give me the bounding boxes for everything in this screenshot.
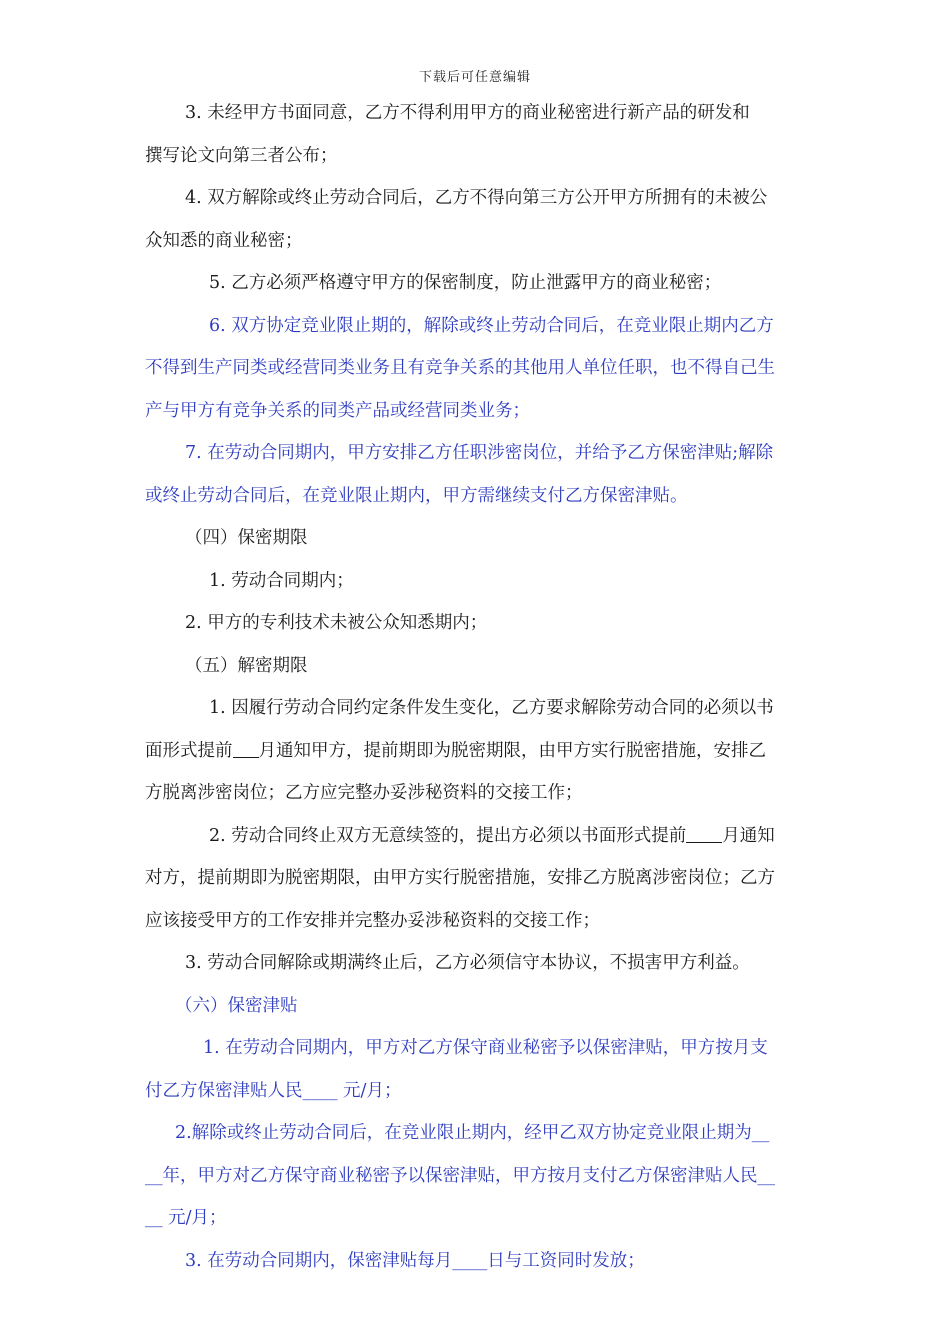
clause-4-cont: 众知悉的商业秘密； <box>145 230 303 251</box>
term-2: 2. 甲方的专利技术未被公众知悉期内； <box>185 613 488 633</box>
page-header: 下载后可任意编辑 <box>418 70 531 85</box>
blank-months-2 <box>686 825 722 843</box>
allowance-2: 2.解除或终止劳动合同后，在竞业限止期内，经甲乙双方协定竞业限止期为__ <box>175 1123 770 1143</box>
clause-6-cont-1: 不得到生产同类或经营同类业务且有竞争关系的其他用人单位任职，也不得自己生 <box>145 358 775 378</box>
section-heading-5: （五）解密期限 <box>185 655 308 676</box>
declass-1: 1. 因履行劳动合同约定条件发生变化，乙方要求解除劳动合同的必须以书 <box>209 698 774 718</box>
declass-1-cont-2: 方脱离涉密岗位；乙方应完整办妥涉秘资料的交接工作； <box>145 783 583 803</box>
declass-2-cont-1: 对方，提前期即为脱密期限，由甲方实行脱密措施，安排乙方脱离涉密岗位；乙方 <box>145 868 775 888</box>
declass-1-cont-1 <box>145 730 835 773</box>
clause-3-cont: 撰写论文向第三者公布； <box>145 145 338 166</box>
allowance-1-cont: 付乙方保密津贴人民____ 元/月； <box>145 1080 402 1101</box>
document-body <box>145 92 835 1282</box>
declass-2-cont-2: 应该接受甲方的工作安排并完整办妥涉秘资料的交接工作； <box>145 910 600 931</box>
section-heading-6: （六）保密津贴 <box>175 995 298 1016</box>
clause-7-cont: 或终止劳动合同后，在竞业限止期内，甲方需继续支付乙方保密津贴。 <box>145 485 688 506</box>
text-segment: 面形式提前 <box>145 740 233 761</box>
text-segment: 月通知 <box>722 825 775 846</box>
declass-2 <box>145 815 835 858</box>
clause-4: 4. 双方解除或终止劳动合同后，乙方不得向第三方公开甲方所拥有的未被公 <box>185 188 768 208</box>
clause-5: 5. 乙方必须严格遵守甲方的保密制度，防止泄露甲方的商业秘密； <box>209 273 722 293</box>
allowance-2-cont-2: __ 元/月； <box>145 1208 227 1228</box>
allowance-2-cont-1: __年，甲方对乙方保守商业秘密予以保密津贴，甲方按月支付乙方保密津贴人民__ <box>145 1165 775 1186</box>
allowance-1: 1. 在劳动合同期内，甲方对乙方保守商业秘密予以保密津贴，甲方按月支 <box>203 1038 768 1058</box>
clause-3: 3. 未经甲方书面同意，乙方不得利用甲方的商业秘密进行新产品的研发和 <box>185 103 750 123</box>
text-segment: 月通知甲方，提前期即为脱密期限，由甲方实行脱密措施，安排乙 <box>258 740 766 761</box>
clause-6: 6. 双方协定竞业限止期的，解除或终止劳动合同后，在竞业限止期内乙方 <box>209 315 774 336</box>
section-heading-4: （四）保密期限 <box>185 528 308 548</box>
declass-3: 3. 劳动合同解除或期满终止后，乙方必须信守本协议，不损害甲方利益。 <box>185 953 750 973</box>
text-segment: 2. 劳动合同终止双方无意续签的，提出方必须以书面形式提前 <box>209 825 687 846</box>
blank-months-1 <box>233 740 259 758</box>
allowance-3: 3. 在劳动合同期内，保密津贴每月____日与工资同时发放； <box>185 1250 645 1271</box>
clause-7: 7. 在劳动合同期内，甲方安排乙方任职涉密岗位，并给予乙方保密津贴;解除 <box>185 443 774 463</box>
clause-6-cont-2: 产与甲方有竞争关系的同类产品或经营同类业务； <box>145 400 530 421</box>
term-1: 1. 劳动合同期内； <box>209 570 354 591</box>
